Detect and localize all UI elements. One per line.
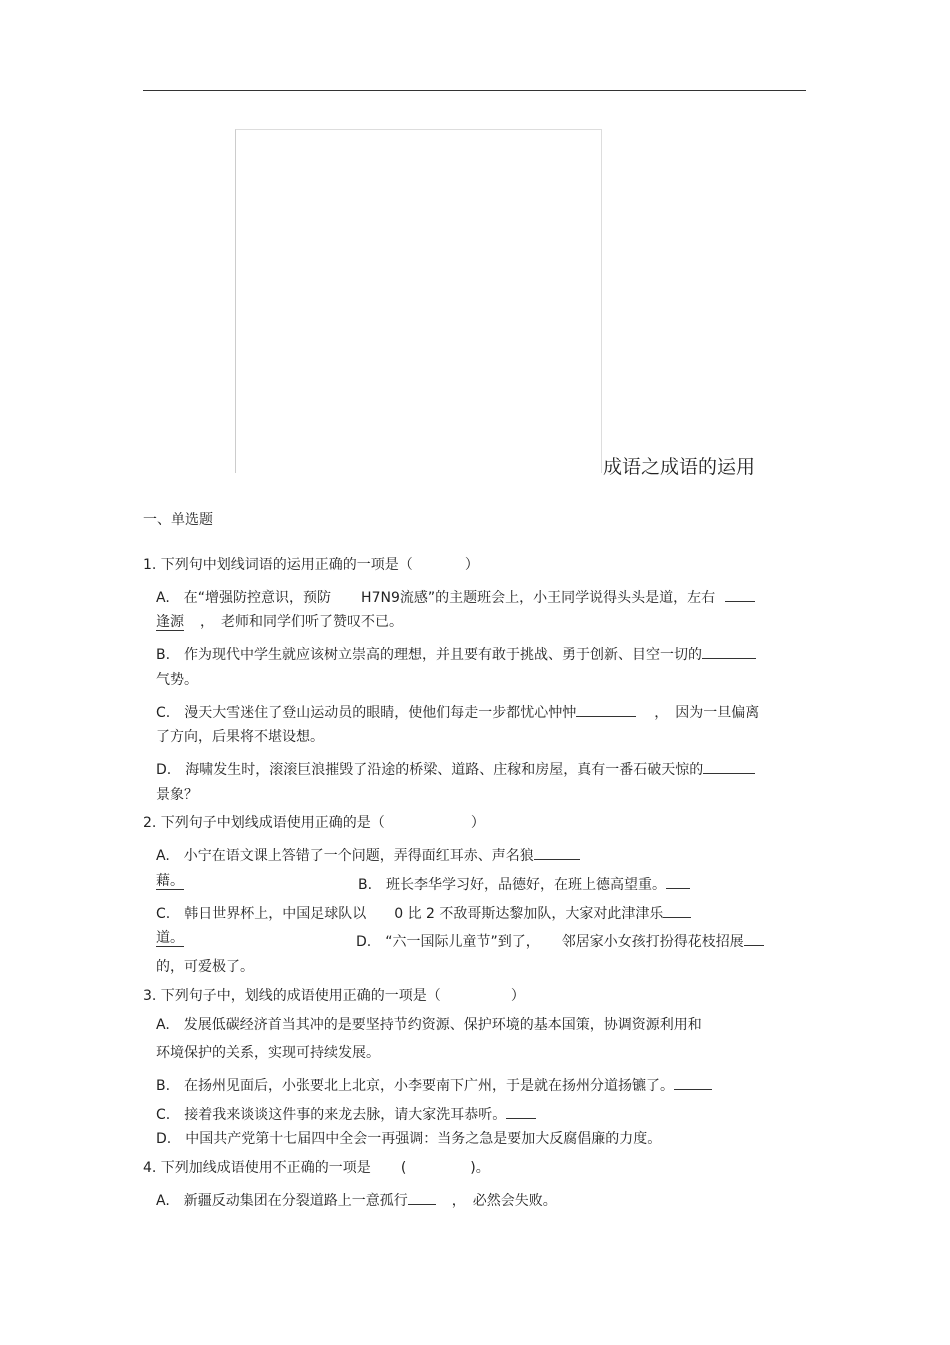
page-title: 成语之成语的运用 [603, 456, 756, 478]
q3-option-a: A. 发展低碳经济首当其冲的是要坚持节约资源、保护环境的基本国策，协调资源利用和 [156, 1017, 702, 1033]
q2-option-d-cont: 的，可爱极了。 [156, 959, 254, 975]
q1-option-a: A. 在“增强防控意识，预防 H7N9流感”的主题班会上，小王同学说得头头是道，左右 [156, 585, 755, 607]
q1-option-b: B. 作为现代中学生就应该树立崇高的理想，并且要有敢于挑战、勇于创新、目空一切的 [156, 642, 756, 664]
q2-option-a: A. 小宁在语文课上答错了一个问题，弄得面红耳赤、声名狼 [156, 843, 580, 865]
q2-option-d: D. “六一国际儿童节”到了， 邻居家小女孩打扮得花枝招展 [356, 929, 764, 951]
q1-option-d: D. 海啸发生时，滚滚巨浪摧毁了沿途的桥梁、道路、庄稼和房屋，真有一番石破天惊的 [156, 757, 755, 779]
q2-stem: 2. 下列句子中划线成语使用正确的是（ ） [143, 815, 485, 831]
q1-option-c: C. 漫天大雪迷住了登山运动员的眼睛，使他们每走一步都忧心忡忡 ， 因为一旦偏离 [156, 700, 759, 722]
q1-option-b-cont: 气势。 [156, 672, 198, 688]
q2-option-c: C. 韩日世界杯上，中国足球队以 0 比 2 不敌哥斯达黎加队，大家对此津津乐 [156, 901, 691, 923]
q3-option-a-cont: 环境保护的关系，实现可持续发展。 [156, 1045, 380, 1061]
q1-option-a-cont: 逢源 ， 老师和同学们听了赞叹不已。 [156, 614, 403, 630]
q3-stem: 3. 下列句子中，划线的成语使用正确的一项是（ ） [143, 988, 525, 1004]
q2-option-c-cont: 道。 [156, 930, 184, 946]
q4-option-a: A. 新疆反动集团在分裂道路上一意孤行 ， 必然会失败。 [156, 1188, 557, 1210]
q3-option-c: C. 接着我来谈谈这件事的来龙去脉，请大家洗耳恭听。 [156, 1102, 536, 1124]
q2-option-a-cont: 藉。 [156, 873, 184, 889]
q3-option-b: B. 在扬州见面后，小张要北上北京，小李要南下广州，于是就在扬州分道扬镳了。 [156, 1073, 712, 1095]
image-placeholder [235, 129, 602, 473]
q2-option-b: B. 班长李华学习好，品德好，在班上德高望重。 [358, 872, 690, 894]
section-heading: 一、单选题 [143, 512, 213, 528]
q4-stem: 4. 下列加线成语使用不正确的一项是 ( )。 [143, 1160, 490, 1176]
q3-option-d: D. 中国共产党第十七届四中全会一再强调：当务之急是要加大反腐倡廉的力度。 [156, 1131, 662, 1147]
header-rule [143, 90, 806, 91]
q1-option-c-cont: 了方向，后果将不堪设想。 [156, 729, 324, 745]
q1-option-d-cont: 景象？ [156, 787, 198, 803]
q1-stem: 1. 下列句中划线词语的运用正确的一项是（ ） [143, 557, 479, 573]
